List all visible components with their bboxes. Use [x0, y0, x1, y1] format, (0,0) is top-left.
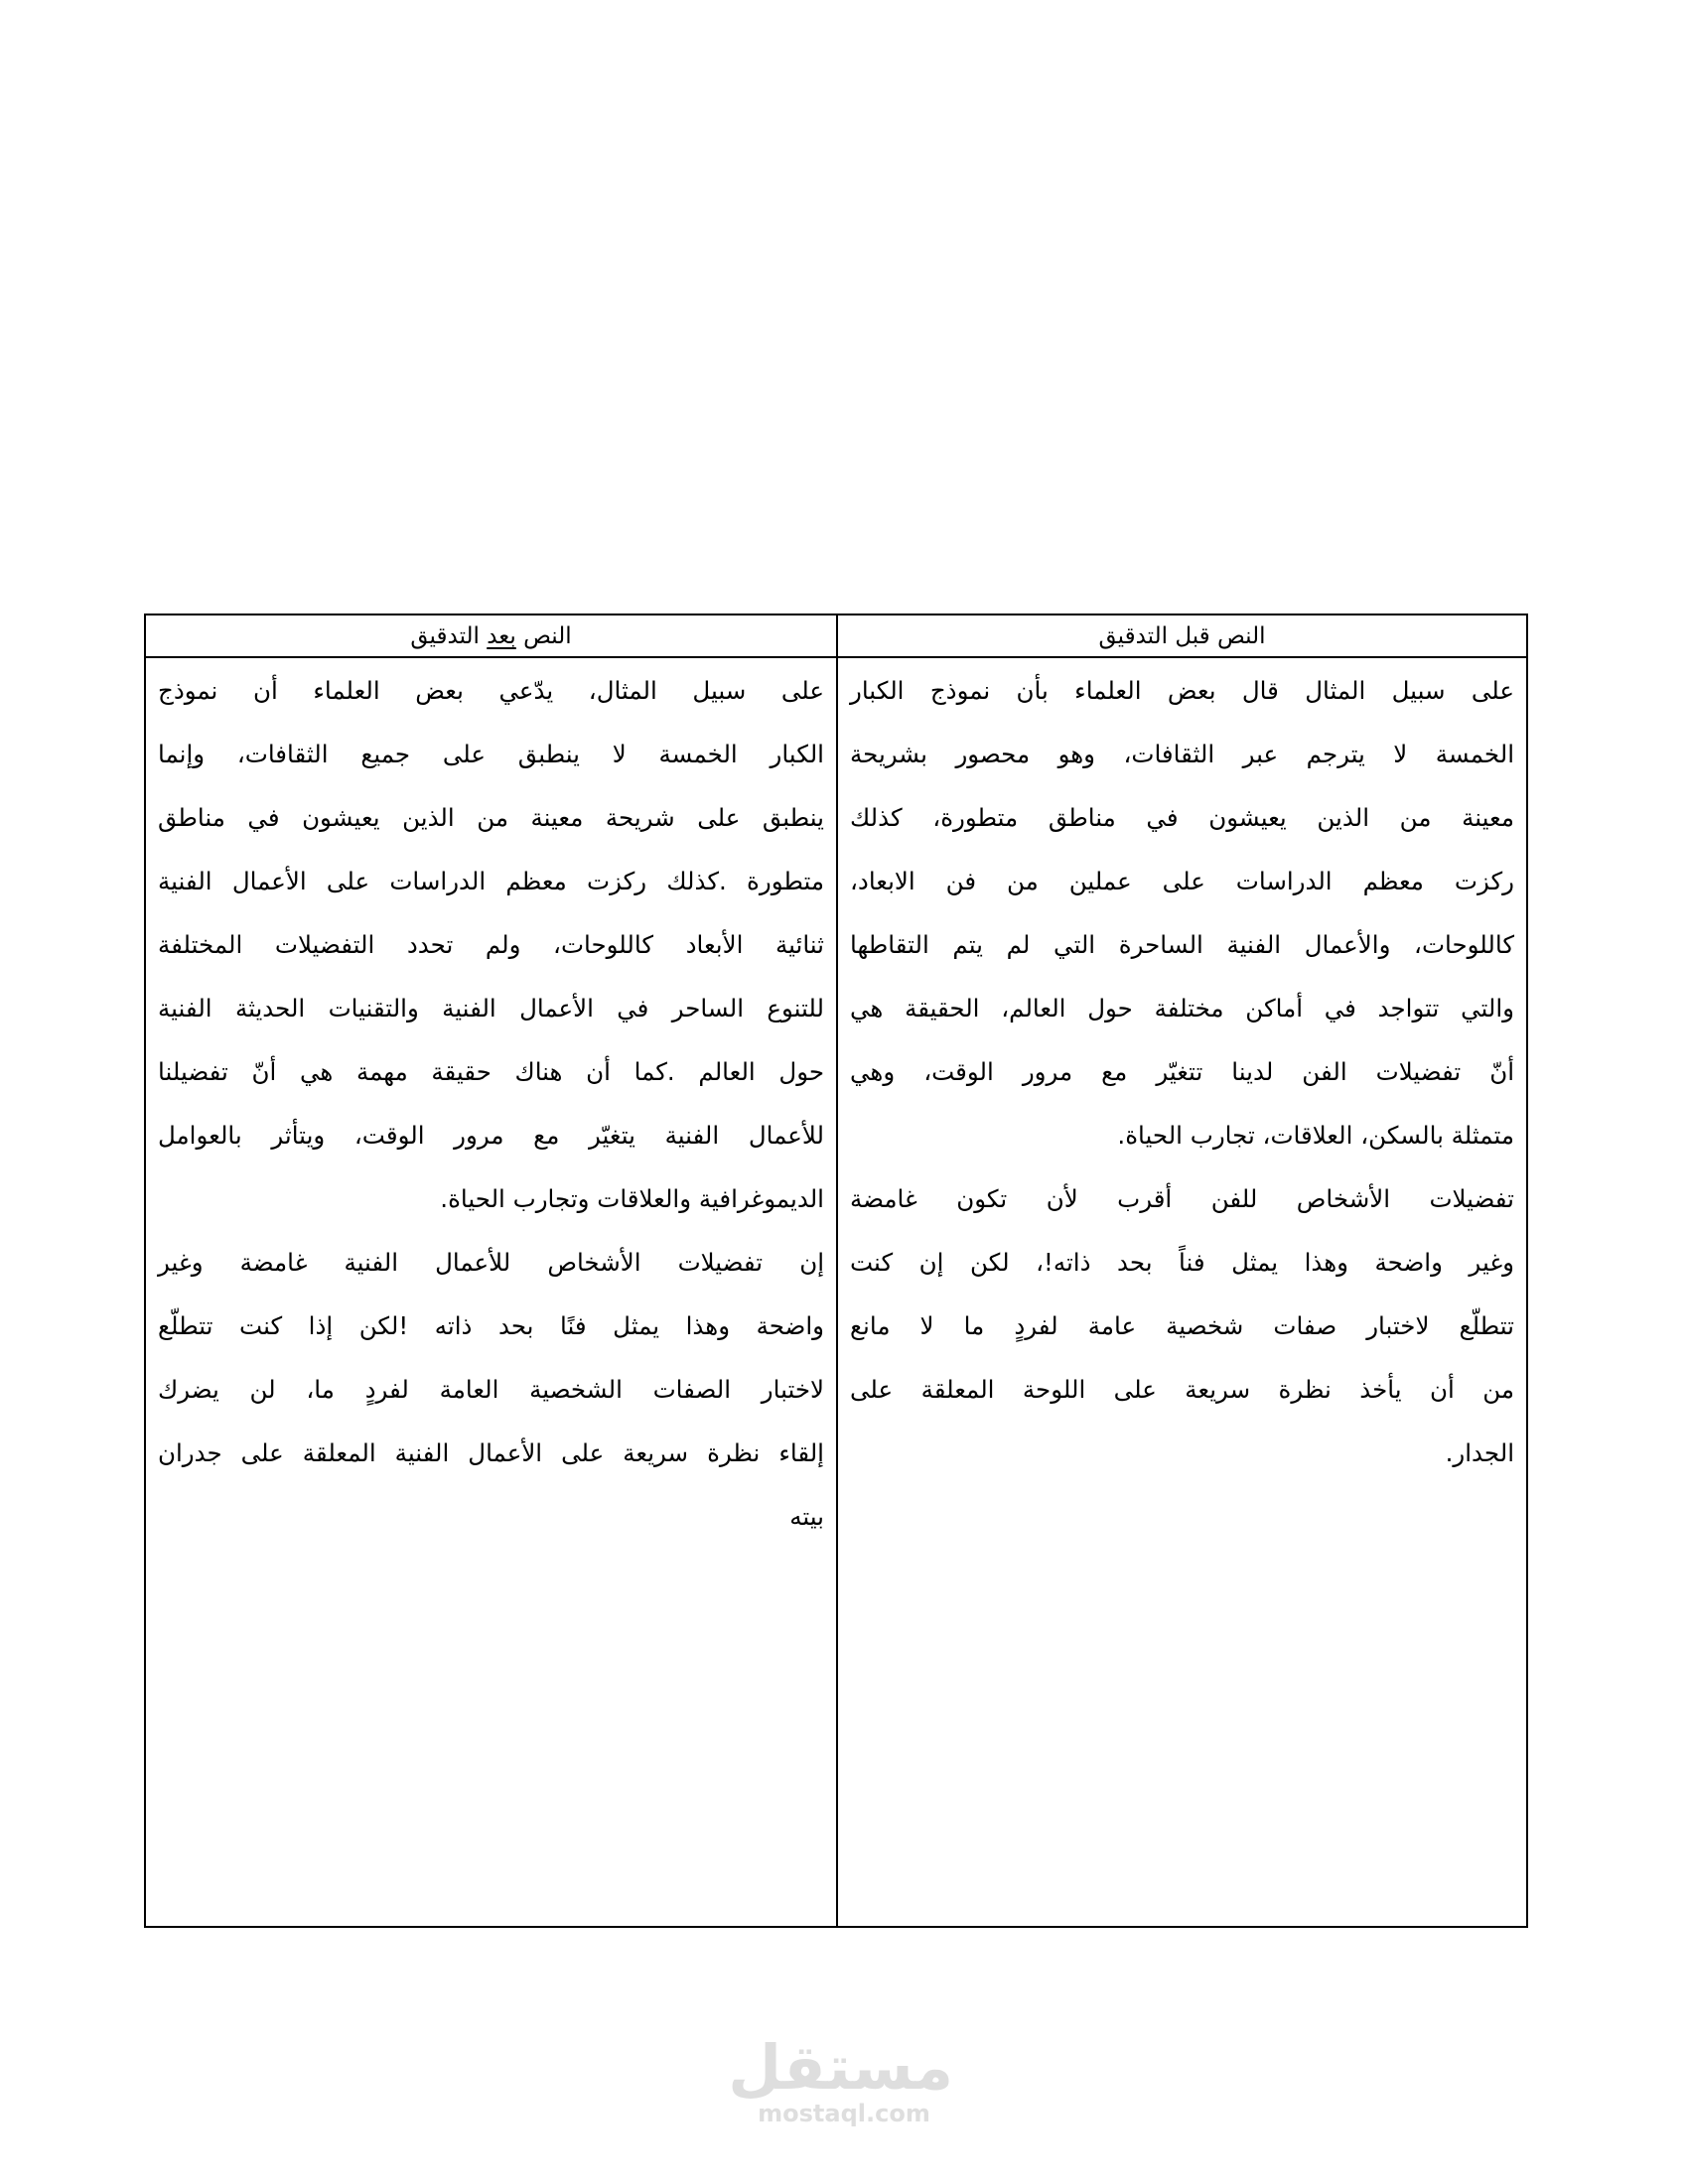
- text-line: وغير واضحة وهذا يمثل فناً بحد ذاته!، لكن إن كنت: [850, 1248, 1514, 1277]
- text-line: للأعمال الفنية يتغيّر مع مرور الوقت، ويتأثر بالعوامل: [158, 1121, 824, 1150]
- text-line: للتنوع الساحر في الأعمال الفنية والتقنيات الحديثة الفنية: [158, 994, 824, 1023]
- before-proofreading-header: [838, 615, 1526, 658]
- text-line: على سبيل المثال قال بعض العلماء بأن نموذج الكبار: [850, 676, 1514, 705]
- before-header-text: النص قبل التدقيق: [1098, 622, 1266, 649]
- text-line: إن تفضيلات الأشخاص للأعمال الفنية غامضة وغير: [158, 1248, 824, 1277]
- after-proofreading-header: [146, 615, 836, 658]
- before-proofreading-column: [836, 615, 1526, 1926]
- watermark-url: mostaql.com: [758, 2100, 930, 2127]
- after-proofreading-text: [146, 658, 836, 1549]
- text-line: حول العالم .كما أن هناك حقيقة مهمة هي أنّ تفضيلنا: [158, 1057, 824, 1086]
- text-line: ثنائية الأبعاد كاللوحات، ولم تحدد التفضيلات المختلفة: [158, 930, 824, 959]
- text-line: من أن يأخذ نظرة سريعة على اللوحة المعلقة على: [850, 1375, 1514, 1404]
- text-line: الخمسة لا يترجم عبر الثقافات، وهو محصور بشريحة: [850, 740, 1514, 768]
- text-line: تفضيلات الأشخاص للفن أقرب لأن تكون غامضة: [850, 1184, 1514, 1213]
- text-line: والتي تتواجد في أماكن مختلفة حول العالم، الحقيقة هي: [850, 994, 1514, 1023]
- after-header-text: [410, 623, 571, 649]
- comparison-table: [144, 614, 1528, 1928]
- text-line: كاللوحات، والأعمال الفنية الساحرة التي لم يتم التقاطها: [850, 930, 1514, 959]
- mostaql-watermark: [728, 2031, 953, 2127]
- text-line: بيته: [789, 1502, 824, 1531]
- text-line: متطورة .كذلك ركزت معظم الدراسات على الأعمال الفنية: [158, 867, 824, 895]
- text-line: الكبار الخمسة لا ينطبق على جميع الثقافات، وإنما: [158, 740, 824, 768]
- text-line: لاختبار الصفات الشخصية العامة لفردٍ ما، لن يضرك: [158, 1375, 824, 1404]
- text-line: على سبيل المثال، يدّعي بعض العلماء أن نموذج: [158, 676, 824, 705]
- after-header-pre: النص: [515, 622, 572, 649]
- text-line: إلقاء نظرة سريعة على الأعمال الفنية المعلقة على جدران: [158, 1438, 824, 1467]
- text-line: ركزت معظم الدراسات على عملين من فن الابعاد،: [850, 867, 1514, 895]
- after-header-post: التدقيق: [410, 622, 488, 649]
- text-line: تتطلّع لاختبار صفات شخصية عامة لفردٍ ما لا مانع: [850, 1311, 1514, 1340]
- after-header-underlined: بعد: [487, 622, 516, 649]
- watermark-logo: مستقل: [728, 2031, 953, 2104]
- text-line: واضحة وهذا يمثل فنًا بحد ذاته !لكن إذا كنت تتطلّع: [158, 1311, 824, 1340]
- text-line: أنّ تفضيلات الفن لدينا تتغيّر مع مرور الوقت، وهي: [850, 1057, 1514, 1086]
- after-proofreading-column: [146, 615, 836, 1926]
- text-line: ينطبق على شريحة معينة من الذين يعيشون في مناطق: [158, 803, 824, 832]
- text-line: معينة من الذين يعيشون في مناطق متطورة، كذلك: [850, 803, 1514, 832]
- before-proofreading-text: [838, 658, 1526, 1485]
- text-line: متمثلة بالسكن، العلاقات، تجارب الحياة.: [1117, 1121, 1514, 1150]
- text-line: الجدار.: [1445, 1438, 1514, 1467]
- text-line: الديموغرافية والعلاقات وتجارب الحياة.: [440, 1184, 824, 1213]
